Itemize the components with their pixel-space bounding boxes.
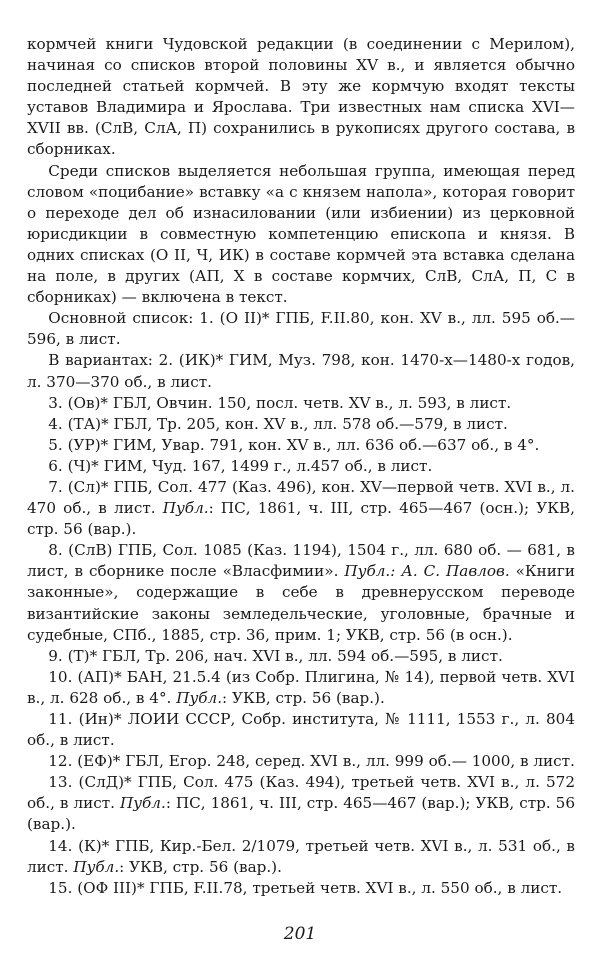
entry-7-pub-label: Публ. <box>162 499 209 518</box>
list-entry-14 <box>27 836 575 878</box>
entry-8-pub-label: Публ. <box>344 562 391 581</box>
entry-10-text: 10. (АП)* БАН, 21.5.4 (из Собр. Плигина, № 14), первой четв. XVI в., л. 628 об., в 4°. <box>27 667 575 707</box>
entry-10-pub-label: Публ. <box>176 688 223 707</box>
entry-13-pub-ref: : ПС, 1861, ч. III, стр. 465—467 (вар.); УКВ, стр. 56 (вар.). <box>27 794 575 834</box>
list-entry-5: 5. (УР)* ГИМ, Увар. 791, кон. XV в., лл. 636 об.—637 об., в 4°. <box>48 435 540 454</box>
list-entry-3: 3. (Ов)* ГБЛ, Овчин. 150, посл. четв. XV в., л. 593, в лист. <box>48 393 512 412</box>
entry-7-pub-ref: : ПС, 1861, ч. III, стр. 465—467 (осн.); УКВ, стр. 56 (вар.). <box>27 499 575 539</box>
list-entry-9: 9. (Т)* ГБЛ, Тр. 206, нач. XVI в., лл. 594 об.—595, в лист. <box>48 646 503 665</box>
entry-7-text: 7. (Сл)* ГПБ, Сол. 477 (Каз. 496), кон. XV—первой четв. XVI в., л. 470 об., в лист. <box>27 477 575 518</box>
list-entry-8 <box>27 540 575 645</box>
entry-13-text: 13. (СлД)* ГПБ, Сол. 475 (Каз. 494), третьей четв. XVI в., л. 572 об., в лист. <box>27 773 575 813</box>
list-entry-6: 6. (Ч)* ГИМ, Чуд. 167, 1499 г., л.457 об., в лист. <box>48 456 433 475</box>
intro-paragraph-1: кормчей книги Чудовской редакции (в соединении с Мерилом), начиная со списков второй половины XV в., и является обычно последней статьей кормчей. В эту же кормчую входят тексты уставов Владимира и Ярослава. Три известных нам списка XVI—XVII вв. (СлВ, СлА, П) сохранились в рукописях другого состава, в сборниках. <box>27 35 575 159</box>
list-entry-7 <box>27 477 575 540</box>
entry-13-pub-label: Публ. <box>119 794 166 813</box>
list-entry-4: 4. (ТА)* ГБЛ, Тр. 205, кон. XV в., лл. 578 об.—579, в лист. <box>48 414 508 433</box>
page-number: 201 <box>283 924 317 944</box>
entry-14-pub-label: Публ. <box>73 857 120 876</box>
list-entry-15: 15. (ОФ III)* ГПБ, F.II.78, третьей четв. XVI в., л. 550 об., в лист. <box>48 878 563 897</box>
list-entry-13 <box>27 772 575 835</box>
main-list-entry: Основной список: 1. (О II)* ГПБ, F.II.80, кон. XV в., лл. 595 об.—596, в лист. <box>27 309 575 349</box>
variants-intro-entry: В вариантах: 2. (ИК)* ГИМ, Муз. 798, кон. 1470-х—1480-х годов, л. 370—370 об., в лист. <box>27 351 575 391</box>
list-entry-12: 12. (ЕФ)* ГБЛ, Егор. 248, серед. XVI в., лл. 999 об.— 1000, в лист. <box>48 752 575 771</box>
list-entry-11: 11. (Ин)* ЛОИИ СССР, Собр. института, № 1111, 1553 г., л. 804 об., в лист. <box>27 710 575 750</box>
list-entry-10 <box>27 667 575 709</box>
entry-14-pub-ref: : УКВ, стр. 56 (вар.). <box>119 857 282 876</box>
entry-8-author: : А. С. Павлов. <box>390 562 510 581</box>
entry-8-pub-ref: «Книги законные», содержащие в себе в древнерусском переводе византийские законы земледельческие, уголовные, брачные и судебные, СПб., 1885, стр. 36, прим. 1; УКВ, стр. 56 (в осн.). <box>27 562 575 644</box>
entry-10-pub-ref: : УКВ, стр. 56 (вар.). <box>222 688 385 707</box>
intro-paragraph-2: Среди списков выделяется небольшая группа, имеющая перед словом «поцибание» вставку «а с князем напола», которая говорит о переходе дел об изнасиловании (или избиении) из церковной юрисдикции в совместную компетенцию епископа и князя. В одних списках (О II, Ч, ИК) в составе кормчей эта вставка сделана на поле, в других (АП, Х в составе кормчих, СлВ, СлА, П, С в сборниках) — включена в текст. <box>27 161 575 307</box>
entry-14-text: 14. (К)* ГПБ, Кир.-Бел. 2/1079, третьей четв. XVI в., л. 531 об., в лист. <box>27 836 575 876</box>
entry-8-text: 8. (СлВ) ГПБ, Сол. 1085 (Каз. 1194), 1504 г., лл. 680 об. — 681, в лист, в сборнике после «Власфимии». <box>27 541 575 581</box>
page-body <box>27 34 575 899</box>
